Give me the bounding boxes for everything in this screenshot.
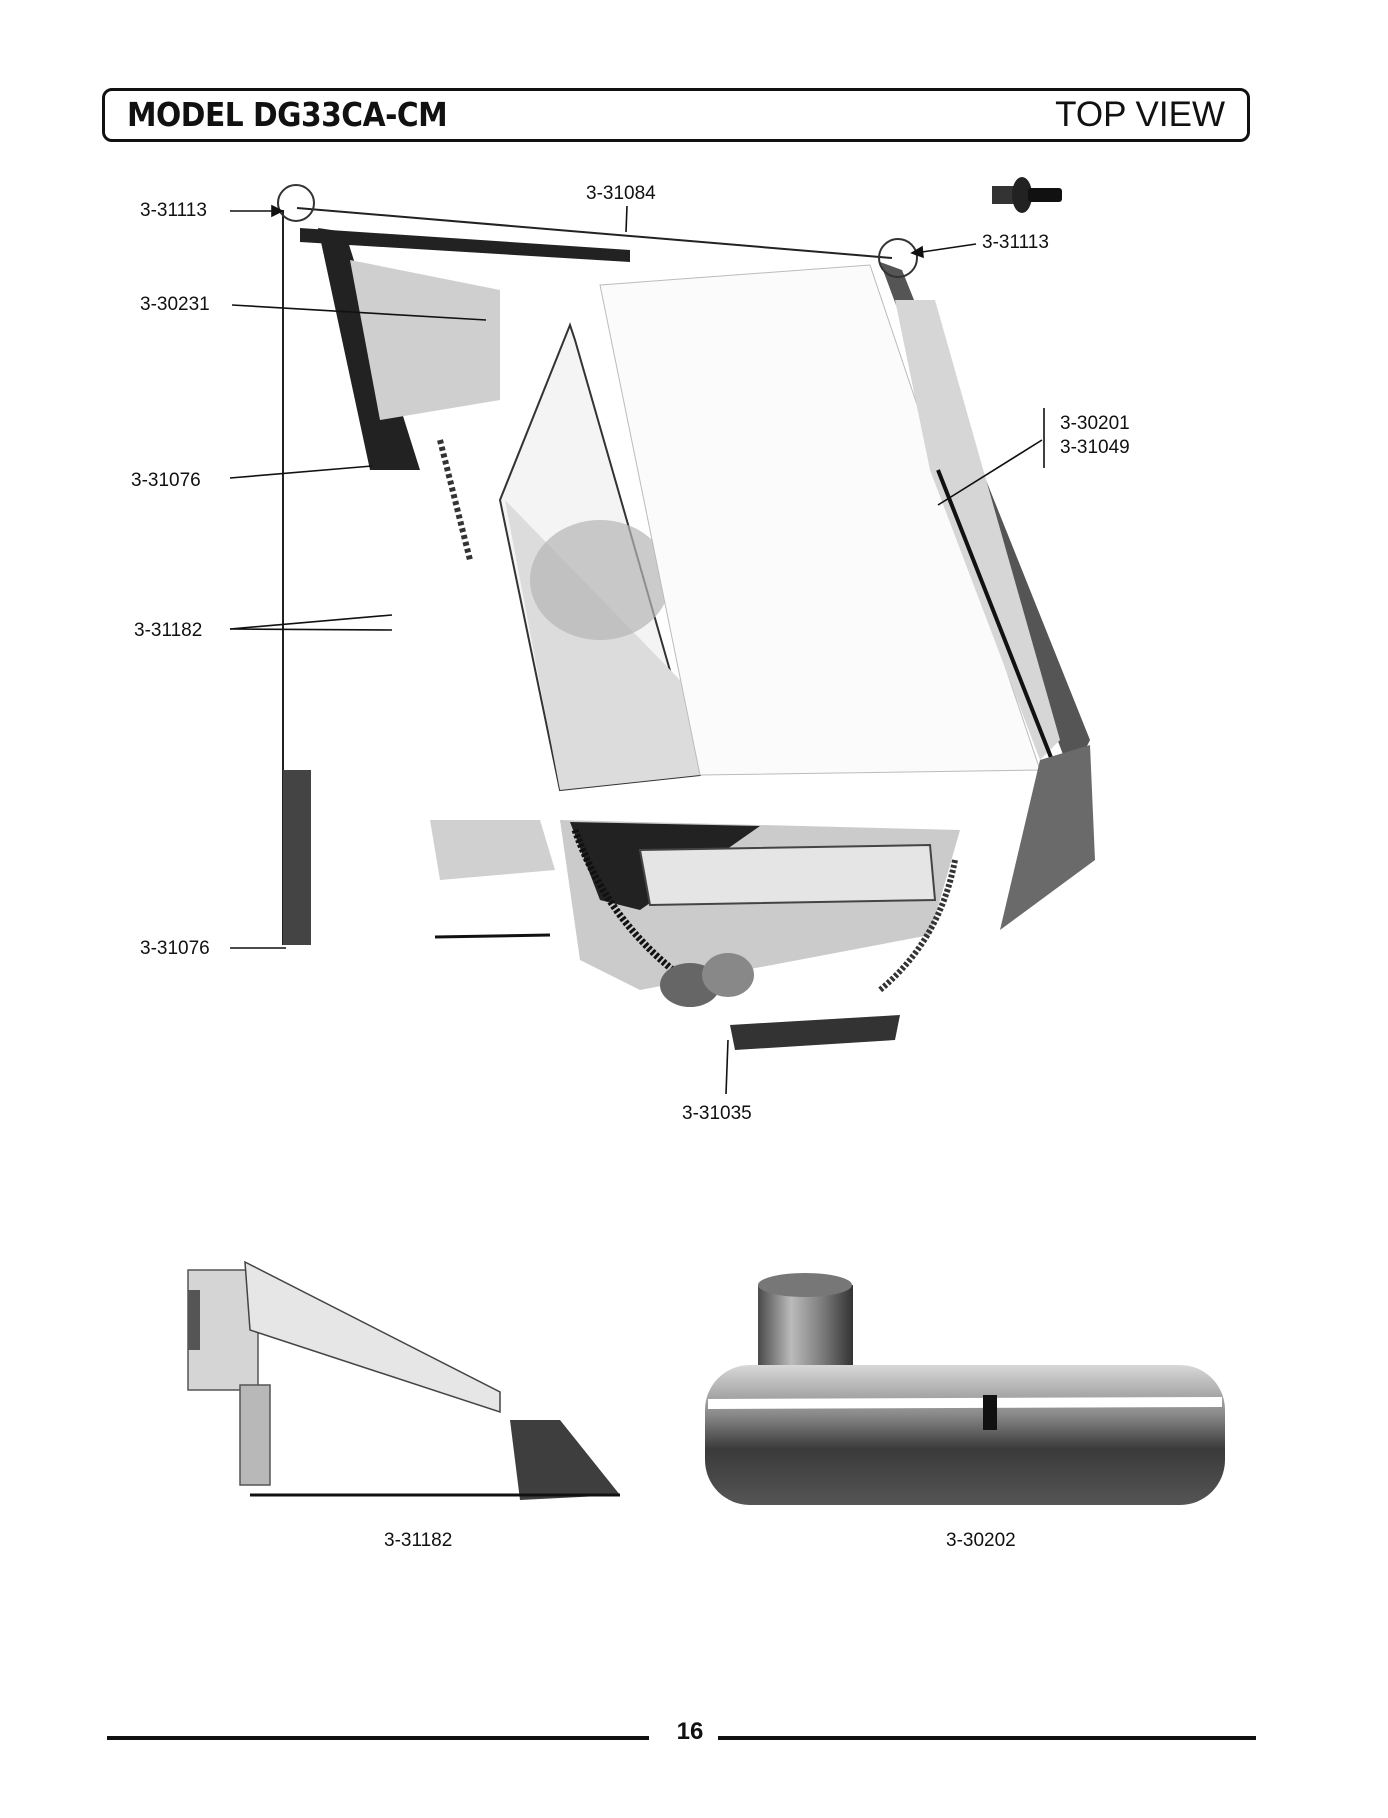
callout-3-30231: 3-30231	[140, 294, 210, 315]
callout-3-30201: 3-30201	[1060, 413, 1130, 434]
callout-3-31113-left: 3-31113	[140, 200, 207, 221]
detail-caption-left: 3-31182	[384, 1530, 453, 1551]
tube-fitting-detail	[705, 1273, 1225, 1505]
panel-section-detail	[188, 1262, 620, 1500]
detail-caption-right: 3-30202	[946, 1530, 1016, 1551]
page-number: 16	[676, 1718, 704, 1745]
callout-3-31084: 3-31084	[586, 183, 656, 204]
callout-3-31113-right: 3-31113	[982, 232, 1049, 253]
callout-3-31182: 3-31182	[134, 620, 203, 641]
footer-rule-left	[107, 1736, 649, 1740]
callout-3-31076-upper: 3-31076	[131, 470, 201, 491]
callout-3-31035: 3-31035	[682, 1103, 752, 1124]
footer-rule-right	[718, 1736, 1256, 1740]
callout-3-31049: 3-31049	[1060, 437, 1130, 458]
bolt-icon	[992, 177, 1062, 213]
view-title: TOP VIEW	[1055, 95, 1225, 134]
callout-3-31076-lower: 3-31076	[140, 938, 210, 959]
model-title: MODEL DG33CA-CM	[127, 95, 448, 134]
